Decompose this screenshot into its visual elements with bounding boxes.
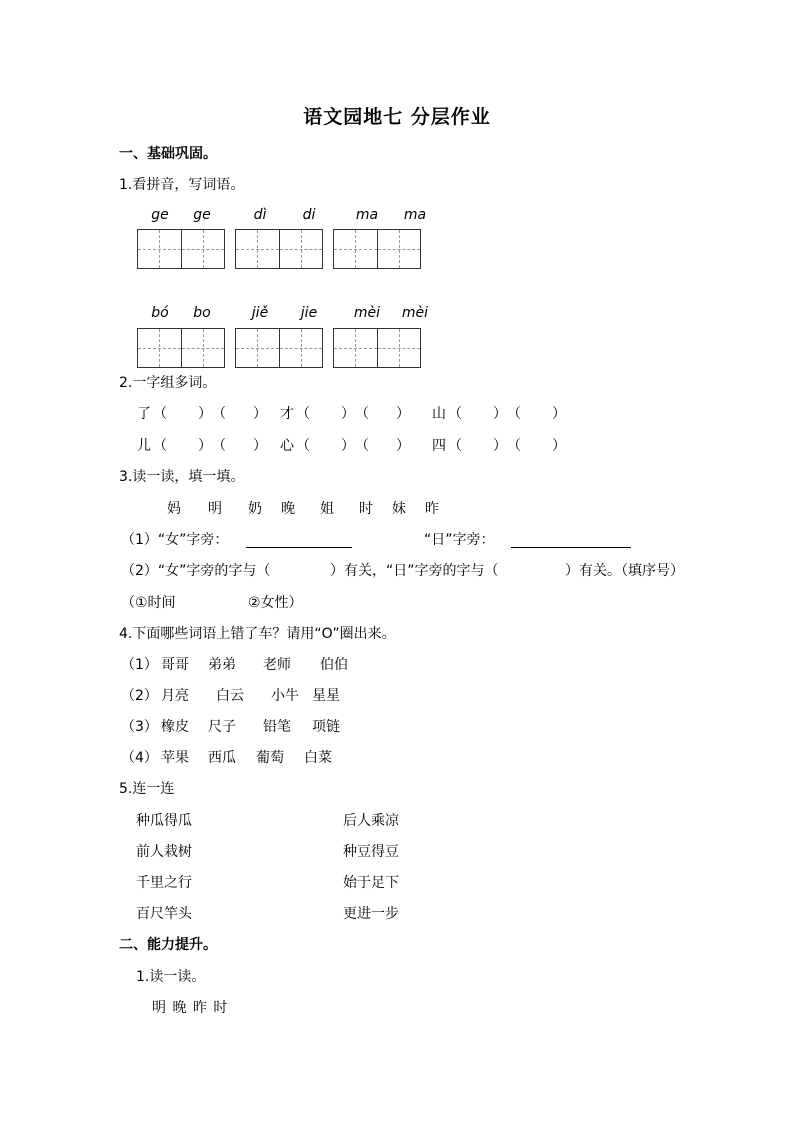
section-heading-advanced: 二、能力提升。	[119, 937, 217, 953]
pinyin: ma	[355, 207, 379, 223]
word-item[interactable]: 伯伯	[320, 657, 348, 673]
writing-grid[interactable]	[235, 229, 323, 269]
read-characters: 明 晚 昨 时	[152, 1000, 228, 1016]
word-item[interactable]: 铅笔	[263, 719, 291, 735]
paren-open: （	[507, 438, 521, 454]
paren-close: ）	[552, 438, 566, 454]
group-char: 了	[137, 406, 151, 422]
q3-line-1-right: “日”字旁：	[424, 532, 495, 548]
paren-close: ）	[198, 406, 212, 422]
group-char: 儿	[137, 438, 151, 454]
page-title: 语文园地七 分层作业	[303, 106, 491, 128]
paren-open: （	[153, 438, 167, 454]
paren-close: ）	[493, 438, 507, 454]
pinyin: ge	[151, 207, 169, 223]
paren-close: ）	[341, 438, 355, 454]
paren-open: （	[296, 438, 310, 454]
pinyin: mèi	[353, 305, 381, 321]
group-char: 心	[280, 438, 294, 454]
q3-line-2-a: （2）“女”字旁的字与（	[121, 563, 271, 579]
char: 时	[359, 501, 373, 517]
idiom-right[interactable]: 种豆得豆	[343, 844, 399, 860]
question-4-label: 4.下面哪些词语上错了车？请用“O”圈出来。	[119, 626, 396, 642]
paren-close: ）	[253, 438, 267, 454]
answer-blank-sun-radical[interactable]	[511, 533, 631, 548]
pinyin: dì	[253, 207, 267, 223]
idiom-right[interactable]: 后人乘凉	[343, 813, 399, 829]
row-number: （2）	[121, 688, 158, 704]
section-2-question-1-label: 1.读一读。	[136, 969, 206, 985]
pinyin: ma	[403, 207, 427, 223]
q3-line-2-b: ）有关，“日”字旁的字与（	[330, 563, 499, 579]
pinyin: bo	[193, 305, 211, 321]
question-3-label: 3.读一读，填一填。	[119, 469, 245, 485]
section-heading-basic: 一、基础巩固。	[119, 146, 217, 162]
word-item[interactable]: 星星	[312, 688, 340, 704]
pinyin: bó	[151, 305, 169, 321]
pinyin: jie	[300, 305, 318, 321]
paren-open: （	[153, 406, 167, 422]
char: 姐	[320, 501, 334, 517]
row-number: （1）	[121, 657, 158, 673]
word-item[interactable]: 月亮	[161, 688, 189, 704]
paren-open: （	[507, 406, 521, 422]
idiom-right[interactable]: 更进一步	[343, 906, 399, 922]
pinyin: mèi	[401, 305, 429, 321]
word-item[interactable]: 白云	[216, 688, 244, 704]
group-char: 山	[432, 406, 446, 422]
paren-open: （	[212, 406, 226, 422]
word-item[interactable]: 西瓜	[208, 750, 236, 766]
row-number: （4）	[121, 750, 158, 766]
writing-grid[interactable]	[235, 328, 323, 368]
word-item[interactable]: 葡萄	[256, 750, 284, 766]
idiom-right[interactable]: 始于足下	[343, 875, 399, 891]
writing-grid[interactable]	[137, 328, 225, 368]
paren-open: （	[355, 438, 369, 454]
word-item[interactable]: 苹果	[161, 750, 189, 766]
paren-open: （	[448, 406, 462, 422]
word-item[interactable]: 弟弟	[208, 657, 236, 673]
paren-close: ）	[552, 406, 566, 422]
pinyin: ge	[193, 207, 211, 223]
word-item[interactable]: 尺子	[208, 719, 236, 735]
q3-options-1: （①时间	[121, 595, 176, 611]
word-item[interactable]: 白菜	[304, 750, 332, 766]
group-char: 四	[432, 438, 446, 454]
paren-close: ）	[341, 406, 355, 422]
group-char: 才	[280, 406, 294, 422]
writing-grid[interactable]	[137, 229, 225, 269]
char: 奶	[248, 501, 262, 517]
char: 晚	[281, 501, 295, 517]
writing-grid[interactable]	[333, 328, 421, 368]
word-item[interactable]: 哥哥	[161, 657, 189, 673]
idiom-left[interactable]: 百尺竿头	[136, 906, 192, 922]
q3-options-2: ②女性）	[248, 595, 303, 611]
paren-close: ）	[396, 438, 410, 454]
pinyin: jiě	[251, 305, 269, 321]
paren-close: ）	[253, 406, 267, 422]
question-1-label: 1.看拼音，写词语。	[119, 177, 245, 193]
writing-grid[interactable]	[333, 229, 421, 269]
word-item[interactable]: 老师	[263, 657, 291, 673]
idiom-left[interactable]: 种瓜得瓜	[136, 813, 192, 829]
question-5-label: 5.连一连	[119, 781, 175, 797]
char: 明	[208, 501, 222, 517]
word-item[interactable]: 项链	[312, 719, 340, 735]
idiom-left[interactable]: 前人栽树	[136, 844, 192, 860]
paren-open: （	[355, 406, 369, 422]
paren-open: （	[448, 438, 462, 454]
paren-close: ）	[493, 406, 507, 422]
q3-line-1-left: （1）“女”字旁：	[121, 532, 229, 548]
q3-line-2-c: ）有关。（填序号）	[565, 563, 684, 579]
char: 妈	[167, 501, 181, 517]
paren-open: （	[296, 406, 310, 422]
idiom-left[interactable]: 千里之行	[136, 875, 192, 891]
char: 昨	[425, 501, 439, 517]
row-number: （3）	[121, 719, 158, 735]
word-item[interactable]: 小牛	[271, 688, 299, 704]
answer-blank-female-radical[interactable]	[246, 533, 352, 548]
question-2-label: 2.一字组多词。	[119, 375, 217, 391]
char: 妹	[392, 501, 406, 517]
pinyin: di	[302, 207, 316, 223]
paren-open: （	[212, 438, 226, 454]
word-item[interactable]: 橡皮	[161, 719, 189, 735]
paren-close: ）	[198, 438, 212, 454]
paren-close: ）	[396, 406, 410, 422]
